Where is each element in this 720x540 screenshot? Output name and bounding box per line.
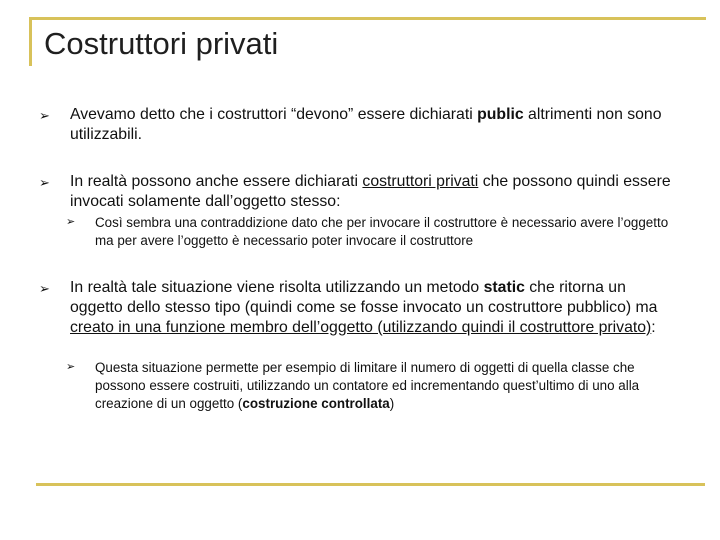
bold-text: costruzione controllata [242,396,390,411]
bullet-text [70,105,679,145]
text-run: Questa situazione permette per esempio di limitare il numero di oggetti di quella classe che possono essere costruiti, utilizzando un contatore ed incrementando quest’ultimo di uno alla creazione di un oggetto ( [95,360,640,411]
title-accent-top-line [29,17,706,20]
sub-bullet-item-controlled-construction [66,359,686,413]
bullet-item-private-constructors [39,172,679,212]
text-run: che ritorna un oggetto dello stesso tipo (quindi come se fosse invocato un costruttore pubblico) ma [70,279,658,316]
bullet-item-public-constructors [39,105,679,145]
slide-title: Costruttori privati [44,26,279,61]
bullet-text [70,172,679,212]
bullet-item-static-method [39,278,679,338]
text-run: ) [389,396,395,411]
text-run: In realtà tale situazione viene risolta utilizzando un metodo [70,279,484,296]
arrow-bullet-icon: ➢ [39,108,50,123]
underlined-text: costruttori privati [362,173,479,190]
bold-text: public [477,106,524,123]
bold-text: static [483,279,525,296]
arrow-bullet-icon: ➢ [66,361,76,373]
title-accent-vertical-line [29,17,32,66]
text-run: : [651,319,656,336]
sub-bullet-text [95,359,686,413]
arrow-bullet-icon: ➢ [39,281,50,296]
sub-bullet-item-contradiction [66,214,686,250]
arrow-bullet-icon: ➢ [39,175,50,190]
text-run: altrimenti non sono utilizzabili. [70,106,662,143]
bullet-text [70,278,679,338]
sub-bullet-text [95,214,686,250]
text-run: Avevamo detto che i costruttori “devono” essere dichiarati [70,106,478,123]
text-run: In realtà possono anche essere dichiarati [70,173,363,190]
footer-accent-line [36,483,705,486]
text-run: che possono quindi essere invocati solamente dall’oggetto stesso: [70,173,671,210]
text-run: Così sembra una contraddizione dato che per invocare il costruttore è necessario avere l’oggetto ma per avere l’oggetto è necessario poter invocare il costruttore [95,215,669,248]
arrow-bullet-icon: ➢ [66,216,76,228]
underlined-text: creato in una funzione membro dell’oggetto (utilizzando quindi il costruttore privato) [70,319,652,336]
